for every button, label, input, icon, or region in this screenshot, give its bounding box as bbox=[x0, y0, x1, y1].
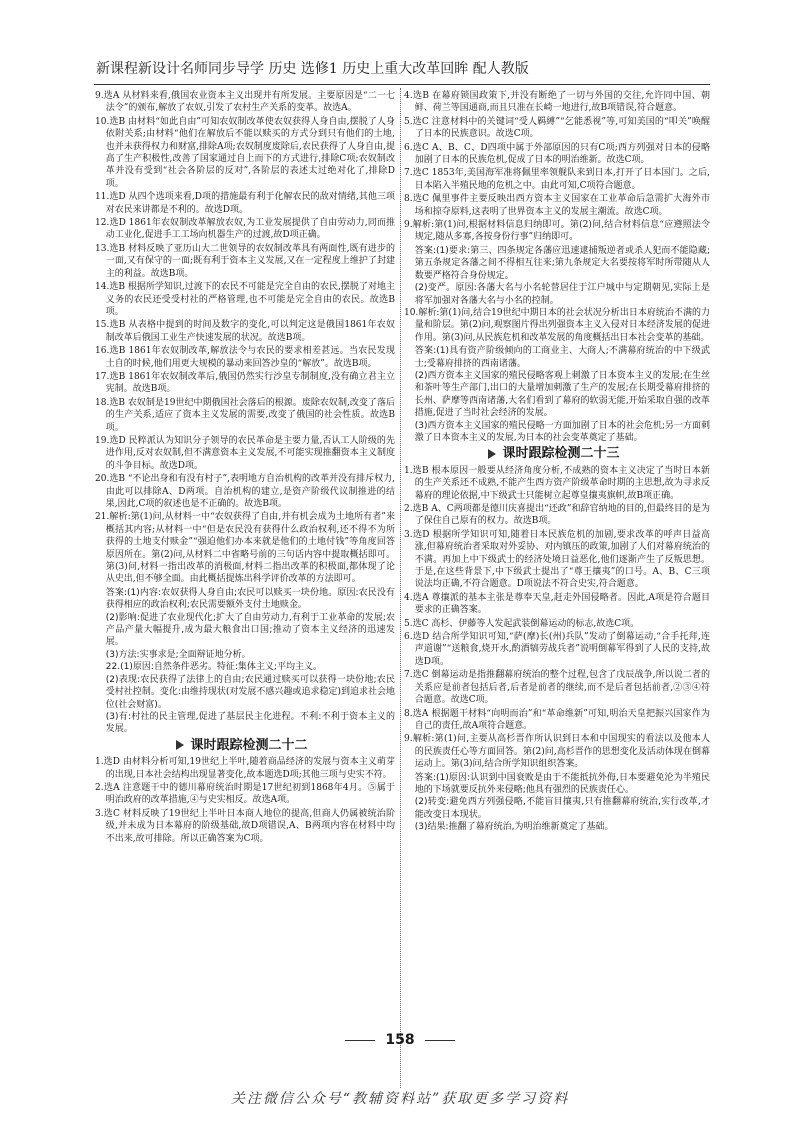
answer-text: 答案:(1)内容:农奴获得人身自由;农民可以赎买一块份地。原因:农民没有获得相应的政治权利;农民需要额外支付土地赎金。 bbox=[105, 587, 395, 611]
answer-text: (3)方法:实事求是;全面辩证地分析。 bbox=[105, 649, 251, 660]
answer-text: (3)结果:推翻了幕府统治,为明治维新奠定了基础。 bbox=[414, 822, 614, 833]
page-number-dash-left bbox=[345, 1040, 375, 1041]
page-number-dash-right bbox=[425, 1040, 455, 1041]
answer-text: (3)有:村社的民主管理,促进了基层民主化进程。不利:不利于资本主义的发展。 bbox=[105, 711, 395, 735]
answer-item: 20.选B “不论出身和有没有村子”,表明地方自治机构的改革并没有排斥权力,由此可以排除A、D两项。自治机构的建立,是资产阶级代议制推进的结果,因此,C项的叙述也是不正确的。故选B项。 bbox=[95, 474, 395, 509]
answer-text: (2)表现:农民获得了法律上的自由;农民通过赎买可以获得一块份地;农民受村社控制。变化:由维持现状(对发展不感兴趣或追求稳定)到追求社会地位(社会财富)。 bbox=[105, 674, 395, 710]
answer-item: 7.选C 倒幕运动是指推翻幕府统治的整个过程,包含了戊辰战争,所以说二者的关系应是前者包括后者,后者是前者的继续,而不是后者包括前者,②③④符合题意。故选C项。 bbox=[404, 670, 710, 706]
answer-item: 6.选D 结合所学知识可知,“萨(摩)长(州)兵队”发动了倒幕运动,“合手托拜,连声道谢”“送粮食,烧开水,酌酒犒劳战兵者”说明倒幕军得到了人民的支持,故选D项。 bbox=[404, 632, 710, 667]
answer-item: 5.选C 注意材料中的关键词“受人羁縛”“乞能悉视”等,可知美国的“叩关”唤醒了日本的民族意识。故选C项。 bbox=[404, 116, 710, 140]
answer-item: 12.选D 1861年农奴制改革解放农奴,为工业发展提供了自由劳动力,同而推动工业化,促进手工工场向机器生产的过渡,故D项正确。 bbox=[95, 218, 395, 241]
header-rule bbox=[94, 84, 710, 85]
answer-item: 21.解析:第(1)问,从材料一中“农奴获得了自由,并有机会成为土地所有者”来概括其内容;从材料一中“但是农民没有获得什么政治权利,还不得不为所获得的土地支付赎金”“强迫他们办本来就是他们的土地付钱”等角度回答原因所在。第(2)问,从材料二中省略号前的三句话内容中提取概括即可。第(3)问,材料一指出改革的消极面,材料二指出改革的积极面,都体现了论从史出,但不够全面。由此概括提炼出科学评价改革的方法即可。 bbox=[95, 512, 395, 585]
answer-item: 4.选B 在幕府锁国政策下,并没有断绝了一切与外国的交往,允许同中国、朝鲜、荷兰等国通商,而且只准在长崎一地进行,故B项错误,符合题意。 bbox=[404, 91, 710, 114]
answer-item: 8.选A 根据题干材料“向明而治”和“革命维新”可知,明治天皇把振兴国家作为自己的责任,故A项符合题意。 bbox=[404, 708, 710, 731]
answer-text: 答案:(1)原因:认识到中国衰败是由于不能抵抗外侮,日本要避免沦为半殖民地的下场就要反抗外来侵略;他具有强烈的民族责任心。 bbox=[414, 772, 710, 795]
page-number bbox=[0, 1032, 800, 1048]
answer-item: 10.解析:第(1)问,结合19世纪中期日本的社会状况分析出日本府统治不满的力量和阶层。第(2)问,观察图片得出列强资本主义入侵对日本经济发展的促进作用。第(3)问,从民族危机和改革发展的角度概括出日本社会变革的基础。 bbox=[404, 307, 710, 343]
answer-item: 2.选B A、C两项都是德川庆喜提出“还政”和辞官纳地的目的,但最终目的是为了保住自己原有的权力。故选B项。 bbox=[404, 504, 710, 527]
answer-item: 13.选B 材料反映了亚历山大二世领导的农奴制改革具有两面性,既有进步的一面,又有保守的一面;既有利于资本主义发展,又在一定程度上维护了封建主的利益。故选B项。 bbox=[95, 243, 395, 279]
answer-item: 2.选A 注意题干中的德川幕府统治时期是17世纪初到1868年4月。⑤属于明治政府的改革措施,④与史实相反。故选A项。 bbox=[95, 782, 395, 806]
footer-note: 关注微信公众号“教辅资料站”获取更多学习资料 bbox=[230, 1091, 570, 1107]
answer-item: 1.选D 由材料分析可知,19世纪上半叶,随着商品经济的发展与资本主义萌芽的出现,日本社会结构出现显著变化,故本题选D项;其他三项与史实不符。 bbox=[95, 757, 395, 780]
answer-text: 答案:(1)要求:第三、四条规定各藩应迅速逮捕叛逆者或杀人犯而不能隐藏;第五条规定各藩之间不得相互往来;第九条规定大名要按将军时所带随从人数要严格符合身份规定。 bbox=[414, 245, 710, 281]
answer-text: (2)变严。原因:各藩大名与小名轮替居住于江户城中与定期朝见,实际上是将军加强对各藩大名与小名的控制。 bbox=[414, 283, 710, 306]
answer-item: 11.选D 从四个选项来看,D项的措施最有利于化解农民的敌对情绪,其他三项对农民来讲都是不利的。故选D项。 bbox=[95, 192, 395, 215]
page-header: 新课程新设计名师同步导学 历史 选修1 历史上重大改革回眸 配人教版 bbox=[96, 61, 529, 77]
answer-item: 3.选C 材料反映了19世纪上半叶日本商人地位的提高,但商人仍属被统治阶级,并未成为日本幕府的阶级基础,故D项错误,A、B两项内容在材料中均不出来,故可排除。所以正确答案为C项。 bbox=[95, 808, 395, 844]
answer-item: 19.选D 民粹派认为知识分子领导的农民革命是主要力量,否认工人阶级的先进作用,反对农奴制,但不满意资本主义发展,不可能实现推翻资本主义制度的斗争目标。故选D项。 bbox=[95, 435, 395, 471]
answer-item: 8.选C 佩里事件主要反映出西方资本主义国家在工业革命后急需扩大海外市场和掠夺原料,这表明了世界资本主义的发展主潮流。故选C项。 bbox=[404, 194, 710, 217]
answer-item: 16.选B 1861年农奴制改革,解放法令与农民的要求相差甚远。当农民发现土自的时候,他们用更大规模的暴动来回答沙皇的“解放”。故选B项。 bbox=[95, 346, 395, 369]
answer-text: 答案:(1)具有资产阶级倾向的工商业主、大商人;不满幕府统治的中下级武士;受幕府排挤的西南诸藩。 bbox=[414, 346, 710, 369]
right-answer-list bbox=[404, 90, 710, 444]
answer-text: (2)转变:避免西方列强侵略,不能盲目攘夷,只有推翻幕府统治,实行改革,才能改变日本现状。 bbox=[414, 797, 710, 820]
left-column bbox=[95, 90, 395, 1090]
answer-item: 6.选C A、B、C、D四项中属于外部原因的只有C项;西方列强对日本的侵略加剧了日本的民族危机,促成了日本的明治维新。故选C项。 bbox=[404, 142, 710, 166]
section-22-title-text: 课时跟踪检测二十二 bbox=[190, 737, 308, 753]
answer-item: 3.选D 根据所学知识可知,随着日本民族危机的加剧,要求改革的呼声日益高涨,但幕府统治者采取对外妥协、对内镇压的政策,加剧了人们对幕府统治的不满。再加上中下级武士的经济处境日益恶化,他们逐渐产生了反叛思想。于是,在这些背景下,中下级武士提出了“尊王攘夷”的口号。A、B、C三项说法均正确,不符合题意。D项说法不符合史实,符合题意。 bbox=[404, 529, 710, 590]
answer-item: 7.选C 1853年,美国海军准将佩里率领舰队来到日本,打开了日本国门。之后,日本陷入半殖民地的危机之中。由此可知,C项符合题意。 bbox=[404, 168, 710, 191]
answer-item: 17.选B 1861年农奴制改革后,俄国仍然实行沙皇专制制度,没有确立君主立宪制。故选B项。 bbox=[95, 371, 395, 395]
section-23-title-text: 课时跟踪检测二十三 bbox=[502, 446, 620, 462]
answer-item: 10.选B 由材料“如此自由”可知农奴制改革使农奴获得人身自由,摆脱了人身依附关系;由材料“他们在解放后不能以赎买的方式分到只有他们的土地,也并未获得权力和财富,排除A项;农奴制度废除后,农民获得了人身自由,提高了生产积极性,改善了国家通过自上而下的方式进行,排除C项;农奴制改革并没有受到“社会各阶层的反对”,各阶层的表述太过绝对化了,排除D项。 bbox=[95, 116, 395, 189]
answer-item: 9.选A 从材料来看,俄国农业资本主义出现并有所发展。主要原因是“二一七法令”的颁布,解放了农奴,引发了农村生产关系的变革。故选A。 bbox=[95, 91, 395, 114]
answer-item: 14.选B 根据所学知识,过渡下的农民不可能是完全自由的农民,摆脱了对地主义务的农民还受受村社的严格管理,也不可能是完全自由的农民。故选B项。 bbox=[95, 282, 395, 317]
section-22-answer-list bbox=[95, 756, 395, 845]
answer-item: 9.解析:第(1)问,主要从高杉晋作所认识到日本和中国现实的看法以及他本人的民族责任心等方面回答。第(2)问,高杉晋作的思想变化及活动体现在倒幕运动上。第(3)问,结合所学知识组织答案。 bbox=[404, 734, 710, 770]
right-column bbox=[404, 90, 710, 1090]
left-answer-list bbox=[95, 90, 395, 736]
column-divider bbox=[400, 88, 401, 1088]
answer-item: 18.选B 农奴制是19世纪中期俄国社会落后的根源。废除农奴制,改变了落后的生产关系,适应了资本主义发展的需要,改变了俄国的社会性质。故选B项。 bbox=[95, 397, 395, 433]
answer-text: (3)西方资本主义国家的殖民侵略一方面加剧了日本的社会危机;另一方面刺激了日本资本主义的发展,为日本的社会变革奠定了基础。 bbox=[414, 420, 710, 443]
answer-item: 5.选C 高杉、伊藤等人发起武装倒幕运动的标志,故选C项。 bbox=[404, 618, 640, 629]
section-23-answer-list bbox=[404, 465, 710, 834]
triangle-bullet-icon bbox=[488, 449, 496, 459]
section-title-23 bbox=[404, 448, 710, 460]
answer-item: 9.解析:第(1)问,根据材料信息归纳即可。第(2)问,结合材料信息“应遵照法令规定,随从多寡,各按身份行事”归纳即可。 bbox=[404, 220, 710, 243]
answer-text: (2)影响:促进了农业现代化;扩大了自由劳动力,有利于工业革命的发展;农产品产量大幅提升,成为最大粮食出口国;推动了资本主义经济的迅速发展。 bbox=[105, 612, 395, 648]
triangle-bullet-icon bbox=[176, 740, 184, 750]
page-number-text: 158 bbox=[385, 1032, 415, 1048]
answer-item: 15.选B 从表格中提到的时间及数字的变化,可以判定这是俄国1861年农奴制改革后俄国工业生产快速发展的状况。故选B项。 bbox=[95, 320, 395, 343]
answer-text: 22.(1)原因:自然条件恶劣。特征:集体主义;平均主义。 bbox=[105, 662, 322, 673]
answer-item: 4.选A 尊攘派的基本主张是尊奉天皇,赶走外国侵略者。因此,A项是符合题目要求的正确答案。 bbox=[404, 592, 710, 616]
section-title-22 bbox=[95, 737, 395, 753]
answer-text: (2)西方资本主义国家的殖民侵略客观上刺激了日本资本主义的发展;在生丝和茶叶等生产部门,出口的大量增加刺激了生产的发展;在长期受幕府排挤的长州、萨摩等西南诸藩,大名们看到了幕府的软弱无能,开始采取自强的改革措施,促进了当时社会经济的发展。 bbox=[414, 370, 710, 419]
answer-item: 1.选B 根本原因一般要从经济角度分析,不成熟的资本主义决定了当时日本新的生产关系还不成熟,不能产生西方资产阶级革命时期的主思想,故为寻求反幕府的理论依据,中下级武士只能树立起尊皇攘夷旗帜,故B项正确。 bbox=[404, 465, 710, 501]
